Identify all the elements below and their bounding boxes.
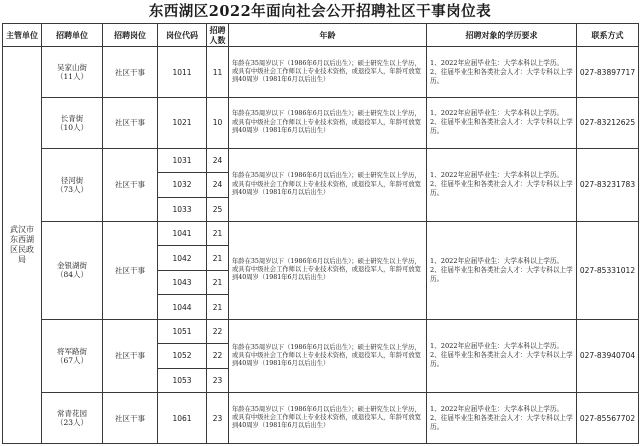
post-cell: 社区干事 [103,47,158,98]
edu-line: 1、2022年应届毕业生：大学本科以上学历。 [430,404,564,413]
num-cell: 10 [207,97,229,148]
contact-phone: 027-83231783 [577,148,639,221]
edu-requirement-cell [427,47,577,98]
unit-name: 长青街 [60,113,84,123]
header-contact: 联系方式 [577,24,639,47]
edu-requirement-cell [427,393,577,444]
edu-requirement-cell [427,97,577,148]
num-cell: 21 [207,221,229,245]
contact-phone: 027-83897717 [577,47,639,98]
dept-cell: 武汉市东西湖区民政局 [3,47,42,444]
edu-line: 1、2022年应届毕业生：大学本科以上学历。 [430,256,564,265]
table-row [3,319,639,343]
recruitment-table [2,23,639,444]
num-cell: 23 [207,393,229,444]
post-cell: 社区干事 [103,221,158,319]
post-cell: 社区干事 [103,393,158,444]
edu-line: 2、往届毕业生和各类社会人才：大学专科以上学历。 [430,351,573,369]
num-cell: 24 [207,173,229,197]
code-cell: 1031 [158,148,207,172]
code-cell: 1032 [158,173,207,197]
unit-cell [42,148,103,221]
num-cell: 21 [207,270,229,294]
age-requirement-cell: 年龄在35周岁以下（1986年6月以后出生）；硕士研究生以上学历，或具有中级社会工作师以上专业技术资格，或退役军人，年龄可放宽到40周岁（1981年6月以后出生） [229,393,427,444]
edu-line: 1、2022年应届毕业生：大学本科以上学历。 [430,171,564,180]
edu-requirement-cell [427,319,577,392]
edu-requirement-cell [427,148,577,221]
unit-count: （23人） [55,418,89,428]
edu-line: 1、2022年应届毕业生：大学本科以上学历。 [430,342,564,351]
unit-cell [42,97,103,148]
edu-line: 1、2022年应届毕业生：大学本科以上学历。 [430,109,564,118]
contact-phone: 027-83940704 [577,319,639,392]
contact-phone: 027-85567702 [577,393,639,444]
table-row [3,97,639,148]
num-cell: 25 [207,197,229,221]
unit-count: （10人） [55,122,89,132]
unit-cell [42,47,103,98]
code-cell: 1011 [158,47,207,98]
unit-name: 径河街 [60,175,84,185]
age-requirement-cell: 年龄在35周岁以下（1986年6月以后出生）；硕士研究生以上学历，或具有中级社会工作师以上专业技术资格，或退役军人，年龄可放宽到40周岁（1981年6月以后出生） [229,221,427,319]
code-cell: 1061 [158,393,207,444]
post-cell: 社区干事 [103,97,158,148]
contact-phone: 027-83212625 [577,97,639,148]
age-requirement-cell: 年龄在35周岁以下（1986年6月以后出生）；硕士研究生以上学历，或具有中级社会工作师以上专业技术资格，或退役军人，年龄可放宽到40周岁（1981年6月以后出生） [229,97,427,148]
code-cell: 1043 [158,270,207,294]
num-cell: 22 [207,344,229,368]
num-cell: 22 [207,319,229,343]
code-cell: 1033 [158,197,207,221]
table-row [3,221,639,245]
unit-count: （73人） [55,184,89,194]
code-cell: 1052 [158,344,207,368]
header-row [3,24,639,47]
unit-name: 将军路街 [57,346,87,356]
code-cell: 1051 [158,319,207,343]
post-cell: 社区干事 [103,319,158,392]
unit-cell [42,221,103,319]
num-cell: 21 [207,246,229,270]
header-edu: 招聘对象的学历要求 [427,24,577,47]
table-row [3,148,639,172]
edu-line: 1、2022年应届毕业生：大学本科以上学历。 [430,58,564,67]
num-cell: 23 [207,368,229,392]
age-requirement-cell: 年龄在35周岁以下（1986年6月以后出生）；硕士研究生以上学历，或具有中级社会工作师以上专业技术资格，或退役军人，年龄可放宽到40周岁（1981年6月以后出生） [229,47,427,98]
code-cell: 1044 [158,295,207,319]
table-row [3,393,639,444]
code-cell: 1041 [158,221,207,245]
post-cell: 社区干事 [103,148,158,221]
edu-requirement-cell [427,221,577,319]
num-cell: 21 [207,295,229,319]
code-cell: 1021 [158,97,207,148]
contact-phone: 027-85331012 [577,221,639,319]
table-row [3,47,639,98]
unit-count: （84人） [55,270,89,280]
header-code: 岗位代码 [158,24,207,47]
unit-count: （67人） [55,355,89,365]
header-post: 招聘岗位 [103,24,158,47]
unit-cell [42,319,103,392]
header-num: 招聘人数 [207,24,229,47]
header-dept: 主管单位 [3,24,42,47]
unit-count: （11人） [55,72,89,82]
code-cell: 1053 [158,368,207,392]
edu-line: 2、往届毕业生和各类社会人才：大学专科以上学历。 [430,180,573,198]
page-title: 东西湖区2022年面向社会公开招聘社区干事岗位表 [148,3,492,20]
edu-line: 2、往届毕业生和各类社会人才：大学专科以上学历。 [430,67,573,85]
header-unit: 招聘单位 [42,24,103,47]
unit-name: 金银湖街 [57,261,87,271]
unit-name: 常青花园 [57,409,87,419]
unit-cell [42,393,103,444]
edu-line: 2、往届毕业生和各类社会人才：大学专科以上学历。 [430,413,573,431]
unit-name: 吴家山街 [57,63,87,73]
num-cell: 11 [207,47,229,98]
age-requirement-cell: 年龄在35周岁以下（1986年6月以后出生）；硕士研究生以上学历，或具有中级社会工作师以上专业技术资格，或退役军人，年龄可放宽到40周岁（1981年6月以后出生） [229,148,427,221]
edu-line: 2、往届毕业生和各类社会人才：大学专科以上学历。 [430,118,573,136]
edu-line: 2、往届毕业生和各类社会人才：大学专科以上学历。 [430,265,573,283]
code-cell: 1042 [158,246,207,270]
header-age: 年龄 [229,24,427,47]
age-requirement-cell: 年龄在35周岁以下（1986年6月以后出生）；硕士研究生以上学历，或具有中级社会工作师以上专业技术资格，或退役军人，年龄可放宽到40周岁（1981年6月以后出生） [229,319,427,392]
num-cell: 24 [207,148,229,172]
